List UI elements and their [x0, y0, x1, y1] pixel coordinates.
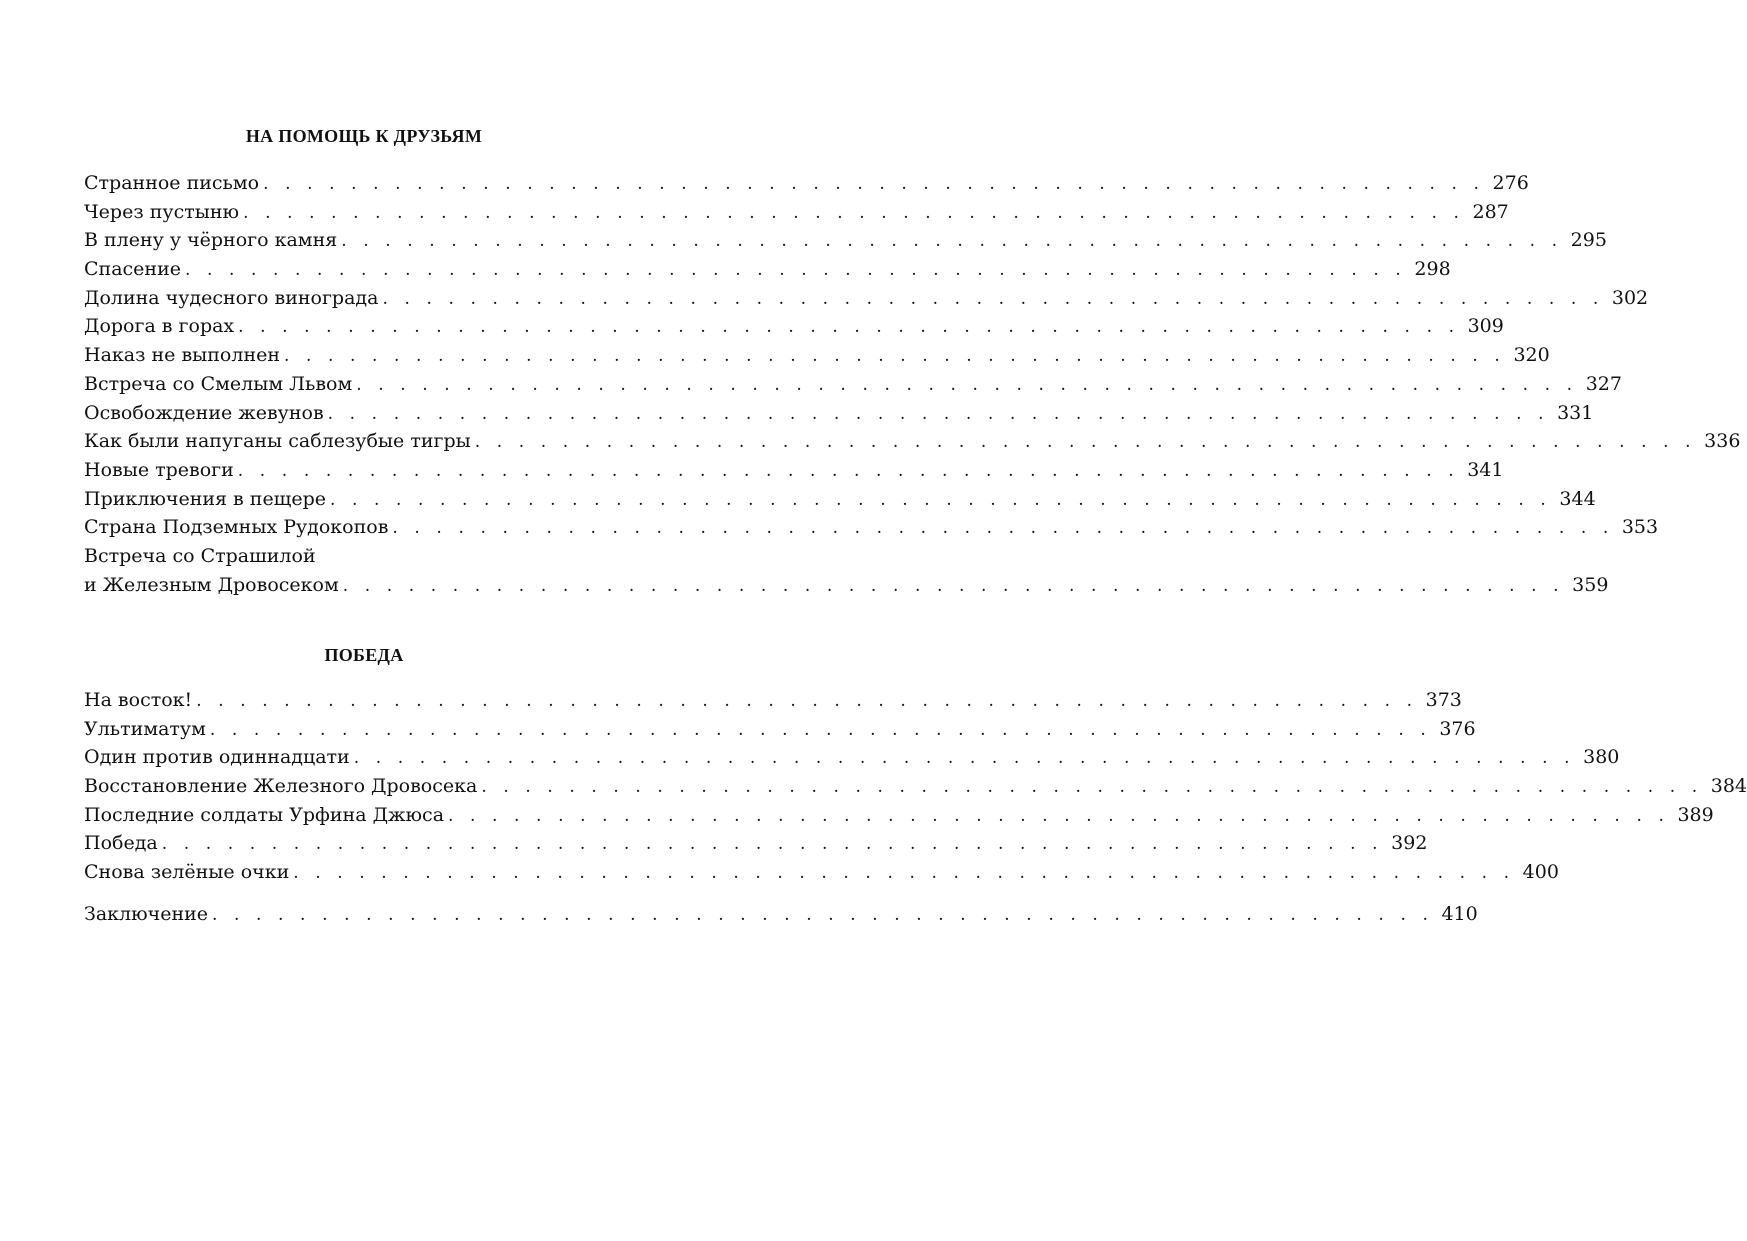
dot-leader: . . . . . . . . . . . . . . . . . . . . . . . . . . . . . . . . . . . . . . . . . . . . . . . . . . . . . . . . — [330, 489, 1552, 510]
entry-title: Как были напуганы саблезубые тигры — [84, 430, 471, 453]
toc-entry[interactable] — [84, 255, 1451, 284]
dot-leader: . . . . . . . . . . . . . . . . . . . . . . . . . . . . . . . . . . . . . . . . . . . . . . . . . . . . . . . . — [448, 805, 1670, 826]
dot-leader: . . . . . . . . . . . . . . . . . . . . . . . . . . . . . . . . . . . . . . . . . . . . . . . . . . . . . . . . — [237, 460, 1460, 481]
entry-title: Восстановление Железного Дровосека — [84, 775, 478, 798]
toc-entry[interactable] — [84, 485, 1596, 514]
toc-entry[interactable] — [84, 226, 1607, 255]
toc-entry[interactable] — [84, 427, 1741, 456]
entry-title-line2: и Железным Дровосеком — [84, 573, 339, 596]
entry-page-number: 331 — [1557, 401, 1594, 424]
entry-page-number: 344 — [1559, 487, 1596, 510]
entry-page-number: 302 — [1611, 286, 1649, 309]
entry-title: Снова зелёные очки — [84, 861, 290, 884]
entry-title: На восток! — [84, 689, 193, 711]
entry-page-number: 341 — [1467, 458, 1504, 481]
dot-leader: . . . . . . . . . . . . . . . . . . . . . . . . . . . . . . . . . . . . . . . . . . . . . . . . . . . . . . . . — [196, 691, 1418, 711]
entry-page-number: 320 — [1513, 344, 1550, 367]
entry-page-number: 327 — [1585, 372, 1622, 395]
dot-leader: . . . . . . . . . . . . . . . . . . . . . . . . . . . . . . . . . . . . . . . . . . . . . . . . . . . . . . . . — [185, 260, 1407, 281]
entry-title: Победа — [84, 832, 158, 855]
toc-entry[interactable] — [84, 686, 1462, 715]
dot-leader: . . . . . . . . . . . . . . . . . . . . . . . . . . . . . . . . . . . . . . . . . . . . . . . . . . . . . . . . — [327, 403, 1550, 424]
toc-entry[interactable] — [84, 399, 1594, 428]
entry-title: Долина чудесного винограда — [84, 286, 379, 309]
dot-leader: . . . . . . . . . . . . . . . . . . . . . . . . . . . . . . . . . . . . . . . . . . . . . . . . . . . . . . . . — [284, 346, 1506, 367]
entry-page-number: 336 — [1704, 430, 1741, 453]
dot-leader: . . . . . . . . . . . . . . . . . . . . . . . . . . . . . . . . . . . . . . . . . . . . . . . . . . . . . . . . — [341, 231, 1563, 252]
toc-entry[interactable] — [84, 801, 1714, 830]
toc-entry[interactable] — [84, 829, 1428, 858]
entry-title: Освобождение жевунов — [84, 401, 324, 424]
entry-page-number: 359 — [1572, 573, 1609, 596]
dot-leader: . . . . . . . . . . . . . . . . . . . . . . . . . . . . . . . . . . . . . . . . . . . . . . . . . . . . . . . . — [212, 905, 1434, 925]
entry-title: Странное письмо — [84, 172, 260, 194]
section-heading: НА ПОМОЩЬ К ДРУЗЬЯМ — [245, 126, 483, 146]
entry-title: Встреча со Смелым Львом — [84, 372, 353, 395]
entry-title: Заключение — [84, 903, 209, 925]
toc-entry[interactable] — [84, 284, 1649, 313]
entry-page-number: 400 — [1522, 861, 1559, 884]
dot-leader: . . . . . . . . . . . . . . . . . . . . . . . . . . . . . . . . . . . . . . . . . . . . . . . . . . . . . . . . — [474, 432, 1697, 453]
entry-title: Последние солдаты Урфина Джюса — [84, 803, 445, 826]
toc-entry[interactable] — [84, 198, 1509, 227]
conclusion-list — [84, 900, 1478, 929]
entry-title: Ультиматум — [84, 717, 206, 740]
dot-leader: . . . . . . . . . . . . . . . . . . . . . . . . . . . . . . . . . . . . . . . . . . . . . . . . . . . . . . . . — [392, 518, 1614, 539]
entry-page-number: 410 — [1441, 903, 1478, 925]
dot-leader: . . . . . . . . . . . . . . . . . . . . . . . . . . . . . . . . . . . . . . . . . . . . . . . . . . . . . . . . — [161, 834, 1384, 855]
dot-leader: . . . . . . . . . . . . . . . . . . . . . . . . . . . . . . . . . . . . . . . . . . . . . . . . . . . . . . . . — [209, 719, 1432, 740]
entry-page-number: 287 — [1472, 200, 1509, 223]
entry-title: Новые тревоги — [84, 458, 234, 481]
entry-page-number: 380 — [1583, 746, 1620, 769]
entry-title: Спасение — [84, 258, 181, 281]
toc-entry[interactable] — [84, 858, 1559, 887]
entry-title: Страна Подземных Рудокопов — [84, 516, 389, 539]
toc-entry[interactable] — [84, 772, 1747, 801]
entry-page-number: 384 — [1710, 775, 1747, 798]
toc-entry[interactable] — [84, 312, 1504, 341]
dot-leader: . . . . . . . . . . . . . . . . . . . . . . . . . . . . . . . . . . . . . . . . . . . . . . . . . . . . . . . . — [293, 863, 1515, 884]
entry-title: Наказ не выполнен — [84, 344, 281, 367]
dot-leader: . . . . . . . . . . . . . . . . . . . . . . . . . . . . . . . . . . . . . . . . . . . . . . . . . . . . . . . . — [353, 748, 1576, 769]
entry-title: Приключения в пещере — [84, 487, 326, 510]
section-heading: ПОБЕДА — [324, 645, 404, 665]
entry-page-number: 276 — [1492, 172, 1529, 194]
entry-title-line1: Встреча со Страшилой — [84, 544, 316, 567]
dot-leader: . . . . . . . . . . . . . . . . . . . . . . . . . . . . . . . . . . . . . . . . . . . . . . . . . . . . . . . . — [342, 575, 1565, 596]
dot-leader: . . . . . . . . . . . . . . . . . . . . . . . . . . . . . . . . . . . . . . . . . . . . . . . . . . . . . . . . — [263, 174, 1485, 194]
entry-page-number: 298 — [1414, 258, 1451, 281]
entry-page-number: 309 — [1467, 315, 1504, 338]
entry-title: Один против одиннадцати — [84, 746, 350, 769]
entry-page-number: 353 — [1621, 516, 1659, 539]
dot-leader: . . . . . . . . . . . . . . . . . . . . . . . . . . . . . . . . . . . . . . . . . . . . . . . . . . . . . . . . — [243, 202, 1465, 223]
toc-entry[interactable] — [84, 542, 1609, 599]
dot-leader: . . . . . . . . . . . . . . . . . . . . . . . . . . . . . . . . . . . . . . . . . . . . . . . . . . . . . . . . — [356, 374, 1578, 395]
entry-page-number: 373 — [1425, 689, 1462, 711]
toc-entry[interactable] — [84, 370, 1622, 399]
toc-entry[interactable] — [84, 513, 1659, 542]
entry-title: Через пустыню — [84, 200, 240, 223]
entry-page-number: 392 — [1391, 832, 1428, 855]
toc-entry[interactable] — [84, 715, 1476, 744]
entry-page-number: 389 — [1677, 803, 1714, 826]
toc-entry[interactable] — [84, 743, 1620, 772]
entry-page-number: 376 — [1439, 717, 1476, 740]
dot-leader: . . . . . . . . . . . . . . . . . . . . . . . . . . . . . . . . . . . . . . . . . . . . . . . . . . . . . . . . — [382, 288, 1604, 309]
toc-section-list — [84, 169, 1741, 599]
toc-entry[interactable] — [84, 456, 1504, 485]
toc-entry-conclusion[interactable] — [84, 900, 1478, 929]
dot-leader: . . . . . . . . . . . . . . . . . . . . . . . . . . . . . . . . . . . . . . . . . . . . . . . . . . . . . . . . — [238, 317, 1460, 338]
entry-title: Дорога в горах — [84, 315, 235, 338]
dot-leader: . . . . . . . . . . . . . . . . . . . . . . . . . . . . . . . . . . . . . . . . . . . . . . . . . . . . . . . . — [481, 777, 1703, 798]
toc-entry[interactable] — [84, 341, 1550, 370]
entry-title: В плену у чёрного камня — [84, 229, 338, 252]
entry-page-number: 295 — [1570, 229, 1607, 252]
toc-entry[interactable] — [84, 169, 1529, 198]
toc-section-list — [84, 686, 1747, 887]
